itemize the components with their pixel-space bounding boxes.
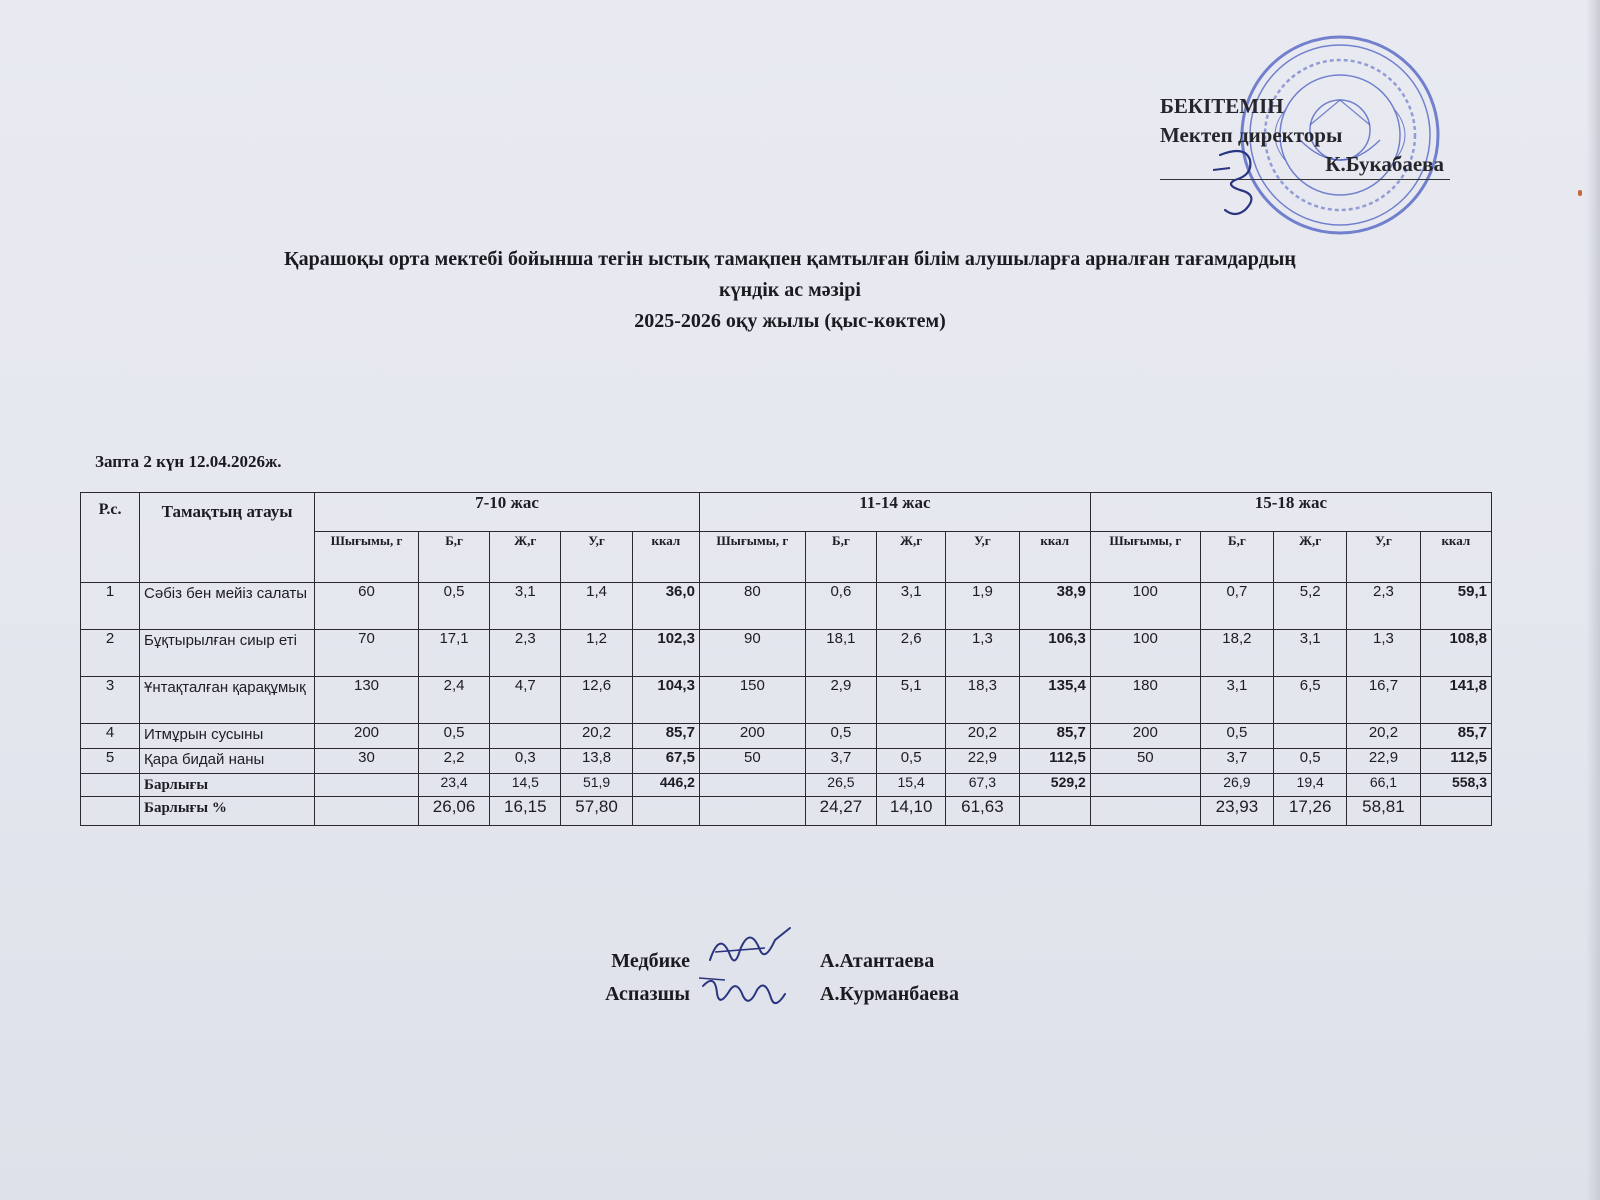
cell-value: 112,5 [1019, 749, 1090, 774]
row-number: 3 [81, 677, 140, 724]
percent-row [81, 797, 1492, 826]
cell-value [632, 797, 699, 826]
cell-value: 80 [699, 583, 805, 630]
subheader-kcal-group-3: ккал [1420, 532, 1491, 583]
cell-value: 108,8 [1420, 630, 1491, 677]
cell-value: 100 [1090, 630, 1200, 677]
cell-value: 3,1 [490, 583, 561, 630]
subheader-fat-group-2: Ж,г [877, 532, 946, 583]
cell-value: 85,7 [1019, 724, 1090, 749]
cell-value: 150 [699, 677, 805, 724]
cell-value: 51,9 [561, 774, 632, 797]
row-number: 4 [81, 724, 140, 749]
cell-value: 0,5 [877, 749, 946, 774]
cell-value: 18,3 [946, 677, 1019, 724]
cell-value: 200 [1090, 724, 1200, 749]
cell-value: 5,2 [1274, 583, 1347, 630]
title-line-1: Қарашоқы орта мектебі бойынша тегін ыстық тамақпен қамтылған білім алушыларға арналған тағамдардың [284, 248, 1296, 270]
row-number: 1 [81, 583, 140, 630]
cell-value: 130 [315, 677, 419, 724]
cell-value: 66,1 [1347, 774, 1420, 797]
subheader-yield-group-3: Шығымы, г [1090, 532, 1200, 583]
cell-value: 20,2 [561, 724, 632, 749]
approval-position: Мектеп директоры [1160, 123, 1343, 147]
cell-value: 22,9 [1347, 749, 1420, 774]
day-date-label: Запта 2 күн 12.04.2026ж. [95, 452, 282, 471]
subheader-carbs-group-3: У,г [1347, 532, 1420, 583]
cell-value: 2,9 [805, 677, 876, 724]
cell-value: 558,3 [1420, 774, 1491, 797]
cell-value: 3,7 [805, 749, 876, 774]
cell-value: 1,9 [946, 583, 1019, 630]
cell-value: 38,9 [1019, 583, 1090, 630]
nurse-role: Медбике [611, 950, 690, 972]
cell-value: 0,5 [805, 724, 876, 749]
cell-value: 529,2 [1019, 774, 1090, 797]
cell-value: 12,6 [561, 677, 632, 724]
cell-value: 1,3 [946, 630, 1019, 677]
subheader-fat-group-3: Ж,г [1274, 532, 1347, 583]
cell-value: 3,1 [1200, 677, 1273, 724]
cell-value: 4,7 [490, 677, 561, 724]
cell-value: 57,80 [561, 797, 632, 826]
dish-name: Ұнтақталған қарақұмық [140, 677, 315, 724]
cell-value: 24,27 [805, 797, 876, 826]
cell-value [1019, 797, 1090, 826]
header-group-7-10: 7-10 жас [315, 493, 700, 532]
empty-cell [81, 797, 140, 826]
approval-heading: БЕКІТЕМІН [1160, 94, 1284, 118]
cell-value: 61,63 [946, 797, 1019, 826]
cell-value: 2,4 [418, 677, 489, 724]
cell-value [1274, 724, 1347, 749]
cell-value: 13,8 [561, 749, 632, 774]
cell-value: 18,1 [805, 630, 876, 677]
cell-value: 14,10 [877, 797, 946, 826]
cell-value: 15,4 [877, 774, 946, 797]
cell-value [315, 774, 419, 797]
cell-value [699, 774, 805, 797]
cell-value: 67,3 [946, 774, 1019, 797]
cell-value: 0,5 [418, 583, 489, 630]
cell-value: 90 [699, 630, 805, 677]
cell-value: 180 [1090, 677, 1200, 724]
cell-value [1090, 774, 1200, 797]
cell-value: 36,0 [632, 583, 699, 630]
cell-value [315, 797, 419, 826]
cell-value: 104,3 [632, 677, 699, 724]
cook-signature [695, 968, 795, 1016]
cell-value: 26,5 [805, 774, 876, 797]
cell-value [877, 724, 946, 749]
total-row [81, 774, 1492, 797]
subheader-carbs-group-1: У,г [561, 532, 632, 583]
cell-value: 14,5 [490, 774, 561, 797]
cell-value: 20,2 [1347, 724, 1420, 749]
header-group-11-14: 11-14 жас [699, 493, 1090, 532]
cell-value: 2,6 [877, 630, 946, 677]
cell-value: 100 [1090, 583, 1200, 630]
cell-value: 200 [315, 724, 419, 749]
cell-value: 112,5 [1420, 749, 1491, 774]
cell-value: 17,1 [418, 630, 489, 677]
dish-name: Итмұрын сусыны [140, 724, 315, 749]
cell-value: 102,3 [632, 630, 699, 677]
cell-value: 19,4 [1274, 774, 1347, 797]
cell-value: 22,9 [946, 749, 1019, 774]
total-label: Барлығы [140, 774, 315, 797]
cell-value: 1,4 [561, 583, 632, 630]
cell-value: 23,93 [1200, 797, 1273, 826]
row-number: 5 [81, 749, 140, 774]
cell-value: 85,7 [1420, 724, 1491, 749]
percent-label: Барлығы % [140, 797, 315, 826]
cell-value: 0,3 [490, 749, 561, 774]
cell-value: 17,26 [1274, 797, 1347, 826]
cell-value [699, 797, 805, 826]
cell-value: 141,8 [1420, 677, 1491, 724]
cell-value [490, 724, 561, 749]
cell-value: 70 [315, 630, 419, 677]
cell-value: 200 [699, 724, 805, 749]
row-number: 2 [81, 630, 140, 677]
dish-name: Сәбіз бен мейіз салаты [140, 583, 315, 630]
cell-value: 26,06 [418, 797, 489, 826]
cell-value: 30 [315, 749, 419, 774]
header-dish-name: Тамақтың атауы [140, 493, 315, 583]
subheader-fat-group-1: Ж,г [490, 532, 561, 583]
subheader-kcal-group-2: ккал [1019, 532, 1090, 583]
director-signature [1205, 140, 1275, 220]
cell-value: 6,5 [1274, 677, 1347, 724]
title-line-3: 2025-2026 оқу жылы (қыс-көктем) [634, 310, 946, 332]
document-title [80, 244, 1500, 337]
cell-value: 135,4 [1019, 677, 1090, 724]
cell-value: 59,1 [1420, 583, 1491, 630]
cell-value: 0,6 [805, 583, 876, 630]
cell-value: 3,1 [1274, 630, 1347, 677]
cook-role: Аспазшы [605, 983, 690, 1005]
subheader-kcal-group-1: ккал [632, 532, 699, 583]
dish-name: Бұқтырылған сиыр еті [140, 630, 315, 677]
subheader-protein-group-1: Б,г [418, 532, 489, 583]
empty-cell [81, 774, 140, 797]
subheader-yield-group-2: Шығымы, г [699, 532, 805, 583]
dish-name: Қара бидай наны [140, 749, 315, 774]
cell-value: 50 [699, 749, 805, 774]
cell-value: 16,15 [490, 797, 561, 826]
cell-value [1420, 797, 1491, 826]
cell-value: 60 [315, 583, 419, 630]
subheader-protein-group-2: Б,г [805, 532, 876, 583]
cell-value: 3,7 [1200, 749, 1273, 774]
nurse-name: А.Атантаева [820, 950, 935, 972]
cook-name: А.Курманбаева [820, 983, 959, 1005]
menu-table-body [81, 583, 1492, 826]
subheader-yield-group-1: Шығымы, г [315, 532, 419, 583]
cell-value: 0,5 [1200, 724, 1273, 749]
cell-value: 106,3 [1019, 630, 1090, 677]
cell-value: 0,7 [1200, 583, 1273, 630]
menu-table [80, 492, 1492, 826]
table-row [81, 630, 1492, 677]
director-name: К.Букабаева [1160, 150, 1450, 180]
cell-value: 1,2 [561, 630, 632, 677]
cell-value [1090, 797, 1200, 826]
cell-value: 446,2 [632, 774, 699, 797]
cell-value: 0,5 [1274, 749, 1347, 774]
cell-value: 67,5 [632, 749, 699, 774]
cell-value: 2,3 [490, 630, 561, 677]
table-row [81, 749, 1492, 774]
table-row [81, 583, 1492, 630]
cell-value: 18,2 [1200, 630, 1273, 677]
paper-mark [1578, 190, 1582, 196]
cell-value: 20,2 [946, 724, 1019, 749]
cell-value: 3,1 [877, 583, 946, 630]
cell-value: 2,3 [1347, 583, 1420, 630]
cell-value: 23,4 [418, 774, 489, 797]
cell-value: 5,1 [877, 677, 946, 724]
title-line-2: күндік ас мәзірі [719, 279, 861, 301]
cell-value: 16,7 [1347, 677, 1420, 724]
cell-value: 58,81 [1347, 797, 1420, 826]
cell-value: 26,9 [1200, 774, 1273, 797]
subheader-protein-group-3: Б,г [1200, 532, 1273, 583]
table-row [81, 677, 1492, 724]
header-row-number: Р.с. [81, 493, 140, 583]
cell-value: 0,5 [418, 724, 489, 749]
cell-value: 2,2 [418, 749, 489, 774]
cell-value: 1,3 [1347, 630, 1420, 677]
table-row [81, 724, 1492, 749]
cell-value: 50 [1090, 749, 1200, 774]
header-group-15-18: 15-18 жас [1090, 493, 1491, 532]
cell-value: 85,7 [632, 724, 699, 749]
subheader-carbs-group-2: У,г [946, 532, 1019, 583]
